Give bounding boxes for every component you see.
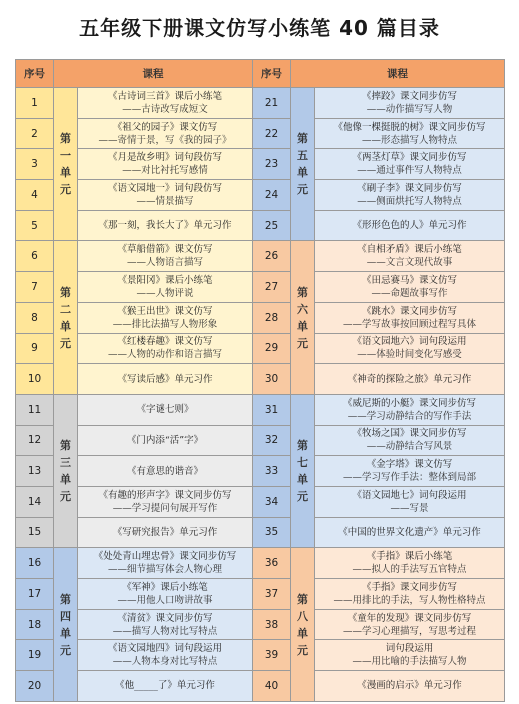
course-title: 《田忌赛马》课文仿写 [361,274,457,286]
course-title: 《写读后感》单元习作 [117,373,213,385]
course-subtitle: ——人物的动作和语言描写 [107,349,222,361]
unit-char: 四 [60,609,71,623]
table-row [16,486,505,517]
row-number-left: 8 [16,302,54,333]
table-row [16,302,505,333]
course-subtitle: ——排比法描写人物形象 [112,318,218,330]
row-number-left: 7 [16,272,54,303]
unit-char: 单 [60,626,71,640]
course-subtitle: ——用他人口吻讲故事 [117,594,213,606]
course-title: 《祖父的园子》课文仿写 [112,121,218,133]
course-subtitle: ——文言文现代故事 [366,257,453,269]
course-subtitle: ——通过事件写人物特点 [357,165,462,177]
row-number-right: 33 [253,456,291,487]
table-row [16,456,505,487]
row-number-left: 11 [16,394,54,425]
row-number-right: 22 [253,118,291,149]
row-number-left: 17 [16,579,54,610]
course-cell [78,272,253,303]
course-cell [78,149,253,180]
course-title: 《有趣的形声字》课文同步仿写 [98,489,232,501]
course-cell [315,671,505,702]
row-number-left: 20 [16,671,54,702]
table-row [16,394,505,425]
unit-char: 单 [60,166,71,180]
course-cell [315,333,505,364]
unit-char: 元 [60,336,71,350]
course-subtitle: ——动作描写写人物 [366,103,453,115]
row-number-right: 24 [253,180,291,211]
course-title: 词句段运用 [385,643,434,655]
row-number-right: 25 [253,210,291,241]
course-cell [78,394,253,425]
unit-char: 第 [297,439,308,453]
course-title: 《牧场之国》课文同步仿写 [352,428,467,440]
course-cell [78,333,253,364]
course-subtitle: ——学写故事按回顾过程写具体 [342,318,476,330]
course-title: 《童年的发现》课文同步仿写 [347,612,472,624]
row-number-right: 26 [253,241,291,272]
course-title: 《跳水》课文同步仿写 [361,305,457,317]
course-cell [315,272,505,303]
course-title: 《月是故乡明》词句段仿写 [107,152,222,164]
course-cell [315,517,505,548]
course-cell [315,425,505,456]
course-cell [78,364,253,395]
unit-label [54,548,78,701]
course-title: 《字谜七则》 [136,404,194,416]
row-number-right: 36 [253,548,291,579]
row-number-left: 16 [16,548,54,579]
course-title: 《形形色色的人》单元习作 [352,220,467,232]
course-title: 《神奇的探险之旅》单元习作 [347,373,472,385]
course-cell [78,456,253,487]
course-title: 《自相矛盾》课后小练笔 [357,244,462,256]
row-number-right: 39 [253,640,291,671]
row-number-left: 15 [16,517,54,548]
course-title: 《语文园地七》词句段运用 [352,489,467,501]
row-number-left: 9 [16,333,54,364]
unit-char: 第 [297,592,308,606]
row-number-left: 12 [16,425,54,456]
unit-char: 单 [297,166,308,180]
page-title: 五年级下册课文仿写小练笔 40 篇目录 [79,16,440,40]
course-subtitle: ——寄情于景，写《我的园子》 [98,134,232,146]
course-cell [315,302,505,333]
course-subtitle: ——人物本身对比写特点 [112,656,218,668]
course-cell [315,210,505,241]
course-title: 《猴王出世》课文仿写 [117,305,213,317]
row-number-right: 38 [253,609,291,640]
unit-char: 元 [60,490,71,504]
row-number-left: 4 [16,180,54,211]
course-title: 《那一刻，我长大了》单元习作 [98,220,232,232]
course-cell [78,425,253,456]
course-title: 《漫画的启示》单元习作 [357,680,462,692]
course-subtitle: ——用比喻的手法描写人物 [352,656,467,668]
table-row [16,579,505,610]
row-number-right: 34 [253,486,291,517]
course-title: 《景阳冈》课后小练笔 [117,274,213,286]
course-title: 《摔跤》课文同步仿写 [361,90,457,102]
row-number-left: 10 [16,364,54,395]
course-cell [78,118,253,149]
course-subtitle: ——命题故事写作 [371,287,448,299]
course-cell [78,302,253,333]
row-number-left: 3 [16,149,54,180]
table-row [16,118,505,149]
unit-char: 元 [297,643,308,657]
table-row [16,425,505,456]
course-title: 《手指》课文同步仿写 [361,581,457,593]
course-subtitle: ——人物评说 [136,287,194,299]
course-subtitle: ——用排比的手法，写人物性格特点 [333,594,486,606]
row-number-left: 19 [16,640,54,671]
unit-label [54,88,78,241]
course-title: 《刷子李》课文同步仿写 [357,182,462,194]
course-cell [315,486,505,517]
unit-label [291,548,315,701]
unit-char: 七 [297,456,308,470]
course-subtitle: ——学习提问句展开写作 [112,502,218,514]
course-title: 《红楼春趣》课文仿写 [117,336,213,348]
course-cell [78,210,253,241]
course-title: 《语文园地一》词句段仿写 [107,182,222,194]
row-number-left: 5 [16,210,54,241]
course-cell [315,456,505,487]
unit-char: 单 [60,473,71,487]
course-cell [78,579,253,610]
unit-label [291,88,315,241]
row-number-left: 2 [16,118,54,149]
unit-char: 一 [60,149,71,163]
row-number-right: 40 [253,671,291,702]
course-title: 《他像一棵挺脱的树》课文同步仿写 [333,121,486,133]
course-title: 《军神》课后小练笔 [122,581,208,593]
course-title: 《处处青山埋忠骨》课文同步仿写 [93,551,237,563]
course-cell [78,241,253,272]
course-subtitle: ——古诗改写成短文 [122,103,208,115]
course-title: 《威尼斯的小艇》课文同步仿写 [342,397,476,409]
unit-char: 单 [60,319,71,333]
unit-char: 元 [297,336,308,350]
table-row [16,671,505,702]
course-title: 《手指》课后小练笔 [366,551,453,563]
table-row [16,88,505,119]
row-number-right: 35 [253,517,291,548]
course-cell [315,364,505,395]
course-subtitle: ——情景描写 [136,195,194,207]
table-header-row [16,60,505,88]
course-title: 《中国的世界文化遗产》单元习作 [338,526,481,538]
course-cell [315,579,505,610]
course-cell [78,640,253,671]
table-row [16,333,505,364]
course-subtitle: ——动静结合写风景 [366,441,453,453]
course-subtitle: ——学习动静结合的写作手法 [347,410,472,422]
unit-char: 单 [297,319,308,333]
row-number-right: 37 [253,579,291,610]
catalog-table [15,59,505,702]
header-num-left: 序号 [16,60,54,88]
course-subtitle: ——拟人的手法写五官特点 [352,564,467,576]
row-number-right: 28 [253,302,291,333]
unit-char: 六 [297,302,308,316]
unit-char: 八 [297,609,308,623]
unit-char: 元 [297,490,308,504]
course-cell [315,241,505,272]
unit-label [54,394,78,547]
course-cell [315,609,505,640]
course-title: 《草船借箭》课文仿写 [117,244,213,256]
course-title: 《写研究报告》单元习作 [112,526,218,538]
table-row [16,364,505,395]
course-title: 《他_____了》单元习作 [115,680,215,692]
unit-char: 第 [60,285,71,299]
header-course-right: 课程 [291,60,505,88]
unit-char: 第 [60,592,71,606]
course-cell [315,88,505,119]
unit-label [291,394,315,547]
course-cell [78,609,253,640]
unit-char: 第 [60,132,71,146]
row-number-right: 27 [253,272,291,303]
course-subtitle: ——描写人物对比写特点 [112,625,218,637]
row-number-left: 13 [16,456,54,487]
row-number-right: 31 [253,394,291,425]
unit-char: 第 [297,132,308,146]
unit-char: 第 [297,285,308,299]
unit-char: 元 [297,183,308,197]
course-title: 《门内添“活”字》 [126,434,204,446]
header-num-right: 序号 [253,60,291,88]
course-cell [315,180,505,211]
row-number-left: 6 [16,241,54,272]
course-cell [315,149,505,180]
row-number-left: 14 [16,486,54,517]
course-title: 《清贫》课文同步仿写 [117,612,213,624]
course-subtitle: ——写景 [390,502,429,514]
course-subtitle: ——学习心理描写，写思考过程 [342,625,476,637]
row-number-right: 32 [253,425,291,456]
course-subtitle: ——学习写作手法：整体到局部 [342,472,476,484]
row-number-right: 29 [253,333,291,364]
course-title: 《金字塔》课文仿写 [366,459,453,471]
unit-char: 第 [60,439,71,453]
course-subtitle: ——侧面烘托写人物特点 [357,195,462,207]
row-number-right: 23 [253,149,291,180]
course-cell [315,118,505,149]
table-row [16,210,505,241]
table-row [16,548,505,579]
unit-label [291,241,315,394]
course-subtitle: ——形态描写人物特点 [361,134,457,146]
course-title: 《语文园地四》词句段运用 [107,643,222,655]
course-cell [78,88,253,119]
unit-label [54,241,78,394]
row-number-right: 30 [253,364,291,395]
course-subtitle: ——细节描写体会人物心理 [107,564,222,576]
course-cell [78,548,253,579]
header-course-left: 课程 [54,60,253,88]
course-subtitle: ——体验时间变化写感受 [357,349,462,361]
table-row [16,609,505,640]
course-subtitle: ——人物语言描写 [126,257,203,269]
unit-char: 元 [60,643,71,657]
row-number-left: 1 [16,88,54,119]
unit-char: 单 [297,473,308,487]
table-row [16,517,505,548]
unit-char: 元 [60,183,71,197]
row-number-left: 18 [16,609,54,640]
course-title: 《语文园地六》词句段运用 [352,336,467,348]
course-cell [78,486,253,517]
course-title: 《两茎灯草》课文同步仿写 [352,152,467,164]
unit-char: 单 [297,626,308,640]
table-row [16,640,505,671]
table-row [16,180,505,211]
course-cell [78,671,253,702]
table-row [16,272,505,303]
course-cell [78,180,253,211]
unit-char: 二 [60,302,71,316]
unit-char: 三 [60,456,71,470]
unit-char: 五 [297,149,308,163]
course-cell [315,640,505,671]
course-cell [78,517,253,548]
table-row [16,241,505,272]
course-title: 《有意思的谐音》 [126,465,203,477]
row-number-right: 21 [253,88,291,119]
course-subtitle: ——对比衬托写感情 [122,165,208,177]
course-title: 《古诗词三首》课后小练笔 [107,90,222,102]
course-cell [315,394,505,425]
table-row [16,149,505,180]
course-cell [315,548,505,579]
